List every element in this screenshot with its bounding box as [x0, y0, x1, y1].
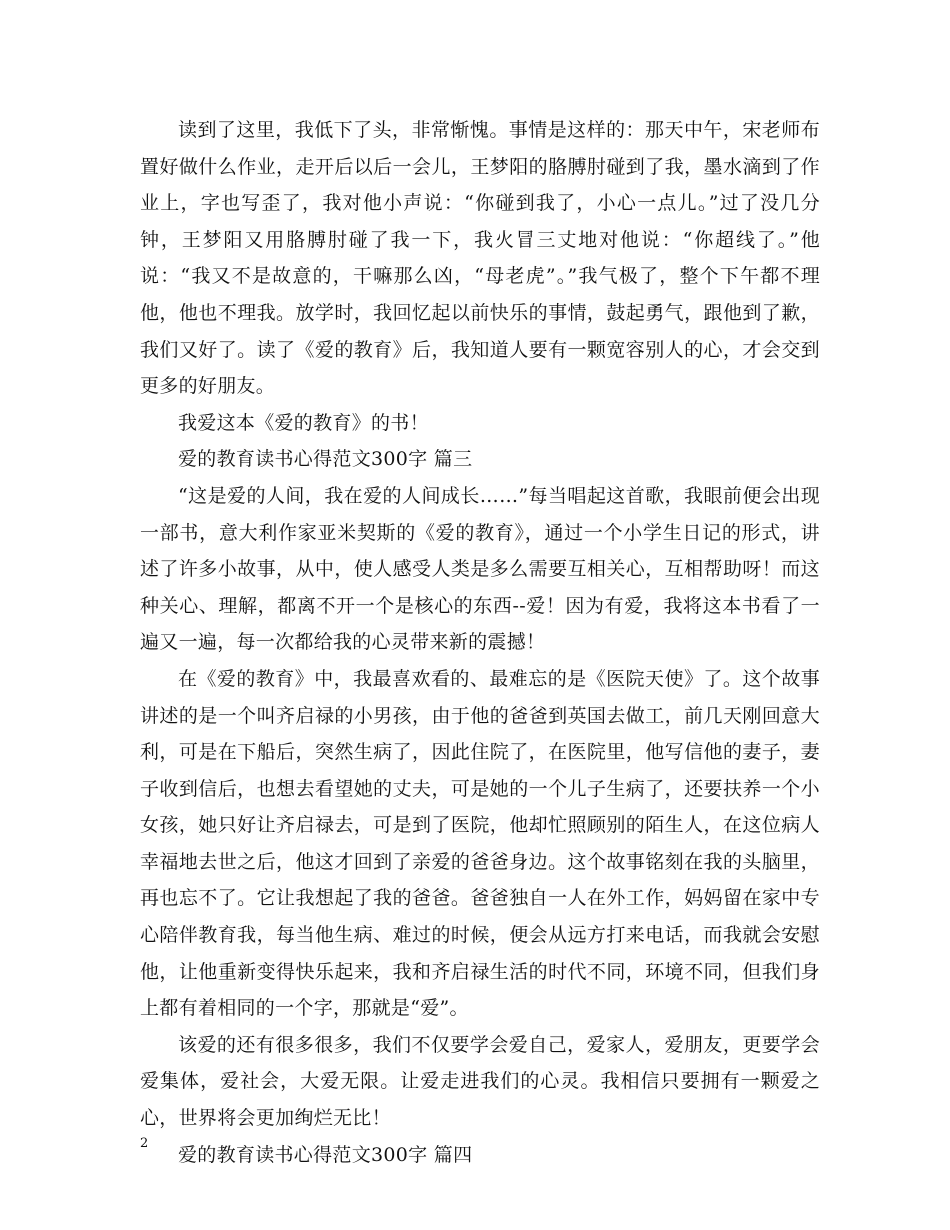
- page-number: 2: [140, 1136, 149, 1151]
- paragraph-hospital-angel: 在《爱的教育》中，我最喜欢看的、最难忘的是《医院天使》了。这个故事讲述的是一个叫齐启禄的小男孩，由于他的爸爸到英国去做工，前几天刚回意大利，可是在下船后，突然生病了，因此住院了，在医院里，他写信他的妻子，妻子收到信后，也想去看望她的丈夫，可是她的一个儿子生病了，还要扶养一个小女孩，她只好让齐启禄去，可是到了医院，他却忙照顾别的陌生人，在这位病人幸福地去世之后，他这才回到了亲爱的爸爸身边。这个故事铭刻在我的头脑里，再也忘不了。它让我想起了我的爸爸。爸爸独自一人在外工作，妈妈留在家中专心陪伴教育我，每当他生病、难过的时候，便会从远方打来电话，而我就会安慰他，让他重新变得快乐起来，我和齐启禄生活的时代不同，环境不同，但我们身上都有着相同的一个字，那就是“爱”。: [140, 667, 820, 1020]
- document-body: [140, 112, 820, 1173]
- paragraph-song-intro: “这是爱的人间，我在爱的人间成长……”每当唱起这首歌，我眼前便会出现一部书，意大利作家亚米契斯的《爱的教育》，通过一个小学生日记的形式，讲述了许多小故事，从中，使人感受人类是多么需要互相关心，互相帮助呀！而这种关心、理解，都离不开一个是核心的东西--爱！因为有爱，我将这本书看了一遍又一遍，每一次都给我的心灵带来新的震撼！: [140, 484, 820, 654]
- paragraph-love-book: 我爱这本《爱的教育》的书！: [178, 411, 429, 434]
- section-heading-part-four: 爱的教育读书心得范文300字 篇四: [178, 1143, 473, 1166]
- paragraph-story: 读到了这里，我低下了头，非常惭愧。事情是这样的：那天中午，宋老师布置好做什么作业，走开后以后一会儿，王梦阳的胳膊肘碰到了我，墨水滴到了作业上，字也写歪了，我对他小声说：“你碰到我了，小心一点儿。”过了没几分钟，王梦阳又用胳膊肘碰了我一下，我火冒三丈地对他说：“你超线了。”他说：“我又不是故意的，干嘛那么凶，“母老虎”。”我气极了，整个下午都不理他，他也不理我。放学时，我回忆起以前快乐的事情，鼓起勇气，跟他到了歉，我们又好了。读了《爱的教育》后，我知道人要有一颗宽容别人的心，才会交到更多的好朋友。: [140, 119, 820, 398]
- section-heading-part-three: 爱的教育读书心得范文300字 篇三: [178, 448, 473, 471]
- paragraph-conclusion: 该爱的还有很多很多，我们不仅要学会爱自己，爱家人，爱朋友，更要学会爱集体，爱社会，大爱无限。让爱走进我们的心灵。我相信只要拥有一颗爱之心，世界将会更加绚烂无比！: [140, 1033, 820, 1130]
